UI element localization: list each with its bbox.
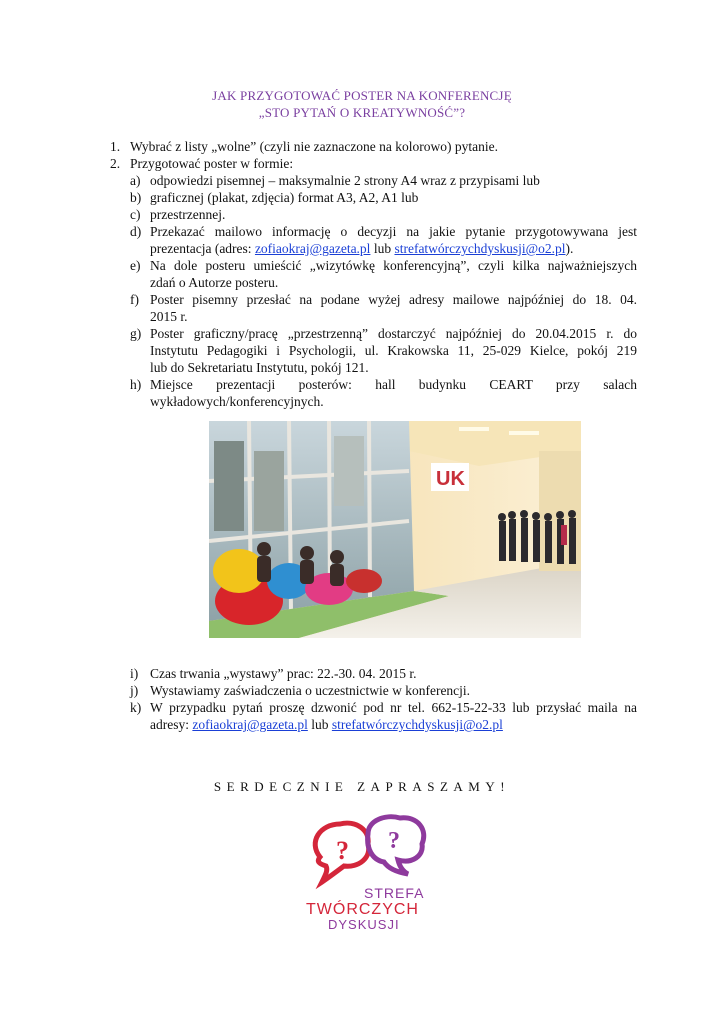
- list-item-h-line2: wykładowych/konferencyjnych.: [150, 394, 324, 409]
- list-item-2: Przygotować poster w formie:: [130, 156, 294, 171]
- svg-text:?: ?: [388, 828, 400, 854]
- email-link-strefa[interactable]: strefatwórczychdyskusji@o2.pl: [331, 717, 503, 732]
- list-marker: 1.: [110, 139, 121, 154]
- list-item-e-line1: Na dole posteru umieścić „wizytówkę konferencyjną”, czyli kilka najważniejszych: [150, 258, 637, 273]
- list-item-c: przestrzennej.: [150, 207, 226, 222]
- list-marker: j): [130, 683, 139, 698]
- list-marker: f): [130, 292, 139, 307]
- email-link-strefa[interactable]: strefatwórczychdyskusji@o2.pl: [394, 241, 566, 256]
- list-marker: c): [130, 207, 141, 222]
- text-fragment: lub: [307, 717, 332, 732]
- list-item-i: Czas trwania „wystawy” prac: 22.-30. 04. 2015 r.: [150, 666, 417, 681]
- list-marker: i): [130, 666, 139, 681]
- list-item-1: Wybrać z listy „wolne” (czyli nie zaznaczone na kolorowo) pytanie.: [130, 139, 499, 154]
- list-item-g-line3: lub do Sekretariatu Instytutu, pokój 121.: [150, 360, 369, 375]
- logo-text-line2: TWÓRCZYCH: [306, 901, 419, 918]
- list-item-d-line1: Przekazać mailowo informację o decyzji na jakie pytanie przygotowywana jest: [150, 224, 637, 239]
- list-marker: 2.: [110, 156, 121, 171]
- text-fragment: adresy:: [150, 717, 193, 732]
- list-item-d-line2: [150, 240, 573, 257]
- text-fragment: prezentacja (adres:: [150, 241, 255, 256]
- page-title-line2: „STO PYTAŃ O KREATYWNOŚĆ”?: [258, 105, 466, 120]
- list-item-a: odpowiedzi pisemnej – maksymalnie 2 strony A4 wraz z przypisami lub: [150, 173, 540, 188]
- email-link-zofiaokraj[interactable]: zofiaokraj@gazeta.pl: [254, 241, 371, 256]
- list-marker: h): [130, 377, 142, 392]
- list-item-h-line1: Miejsce prezentacji posterów: hall budynku CEART przy salach: [150, 377, 637, 392]
- page-title-line1: JAK PRZYGOTOWAĆ POSTER NA KONFERENCJĘ: [212, 88, 512, 103]
- list-item-j: Wystawiamy zaświadczenia o uczestnictwie w konferencji.: [150, 683, 471, 698]
- text-fragment: lub: [370, 241, 395, 256]
- list-item-k-line2: [150, 716, 503, 733]
- list-marker: b): [130, 190, 142, 205]
- list-marker: g): [130, 326, 142, 341]
- list-item-b: graficznej (plakat, zdjęcia) format A3, A2, A1 lub: [150, 190, 419, 205]
- list-marker: k): [130, 700, 142, 715]
- list-item-e-line2: zdań o Autorze posteru.: [150, 275, 279, 290]
- list-item-f-line2: 2015 r.: [150, 309, 188, 324]
- wall-sign-text: UK: [436, 468, 465, 490]
- svg-text:?: ?: [336, 836, 349, 865]
- strefa-logo: [298, 812, 438, 932]
- text-fragment: ).: [565, 241, 574, 256]
- list-item-f-line1: Poster pisemny przesłać na podane wyżej adresy mailowe najpóźniej do 18. 04.: [150, 292, 637, 307]
- list-marker: a): [130, 173, 141, 188]
- logo-text-line1: STREFA: [364, 885, 425, 901]
- email-link-zofiaokraj[interactable]: zofiaokraj@gazeta.pl: [192, 717, 308, 732]
- list-marker: d): [130, 224, 142, 239]
- list-item-g-line1: Poster graficzny/pracę „przestrzenną” dostarczyć najpóźniej do 20.04.2015 r. do: [150, 326, 637, 341]
- list-marker: e): [130, 258, 141, 273]
- logo-text-line3: DYSKUSJI: [328, 917, 400, 932]
- hall-photo: [209, 421, 581, 638]
- list-item-k-line1: W przypadku pytań proszę dzwonić pod nr tel. 662-15-22-33 lub przysłać maila na: [150, 700, 637, 715]
- closing-invitation: SERDECZNIE ZAPRASZAMY!: [213, 779, 511, 794]
- list-item-g-line2: Instytutu Pedagogiki i Psychologii, ul. Krakowska 11, 25-029 Kielce, pokój 219: [150, 343, 637, 358]
